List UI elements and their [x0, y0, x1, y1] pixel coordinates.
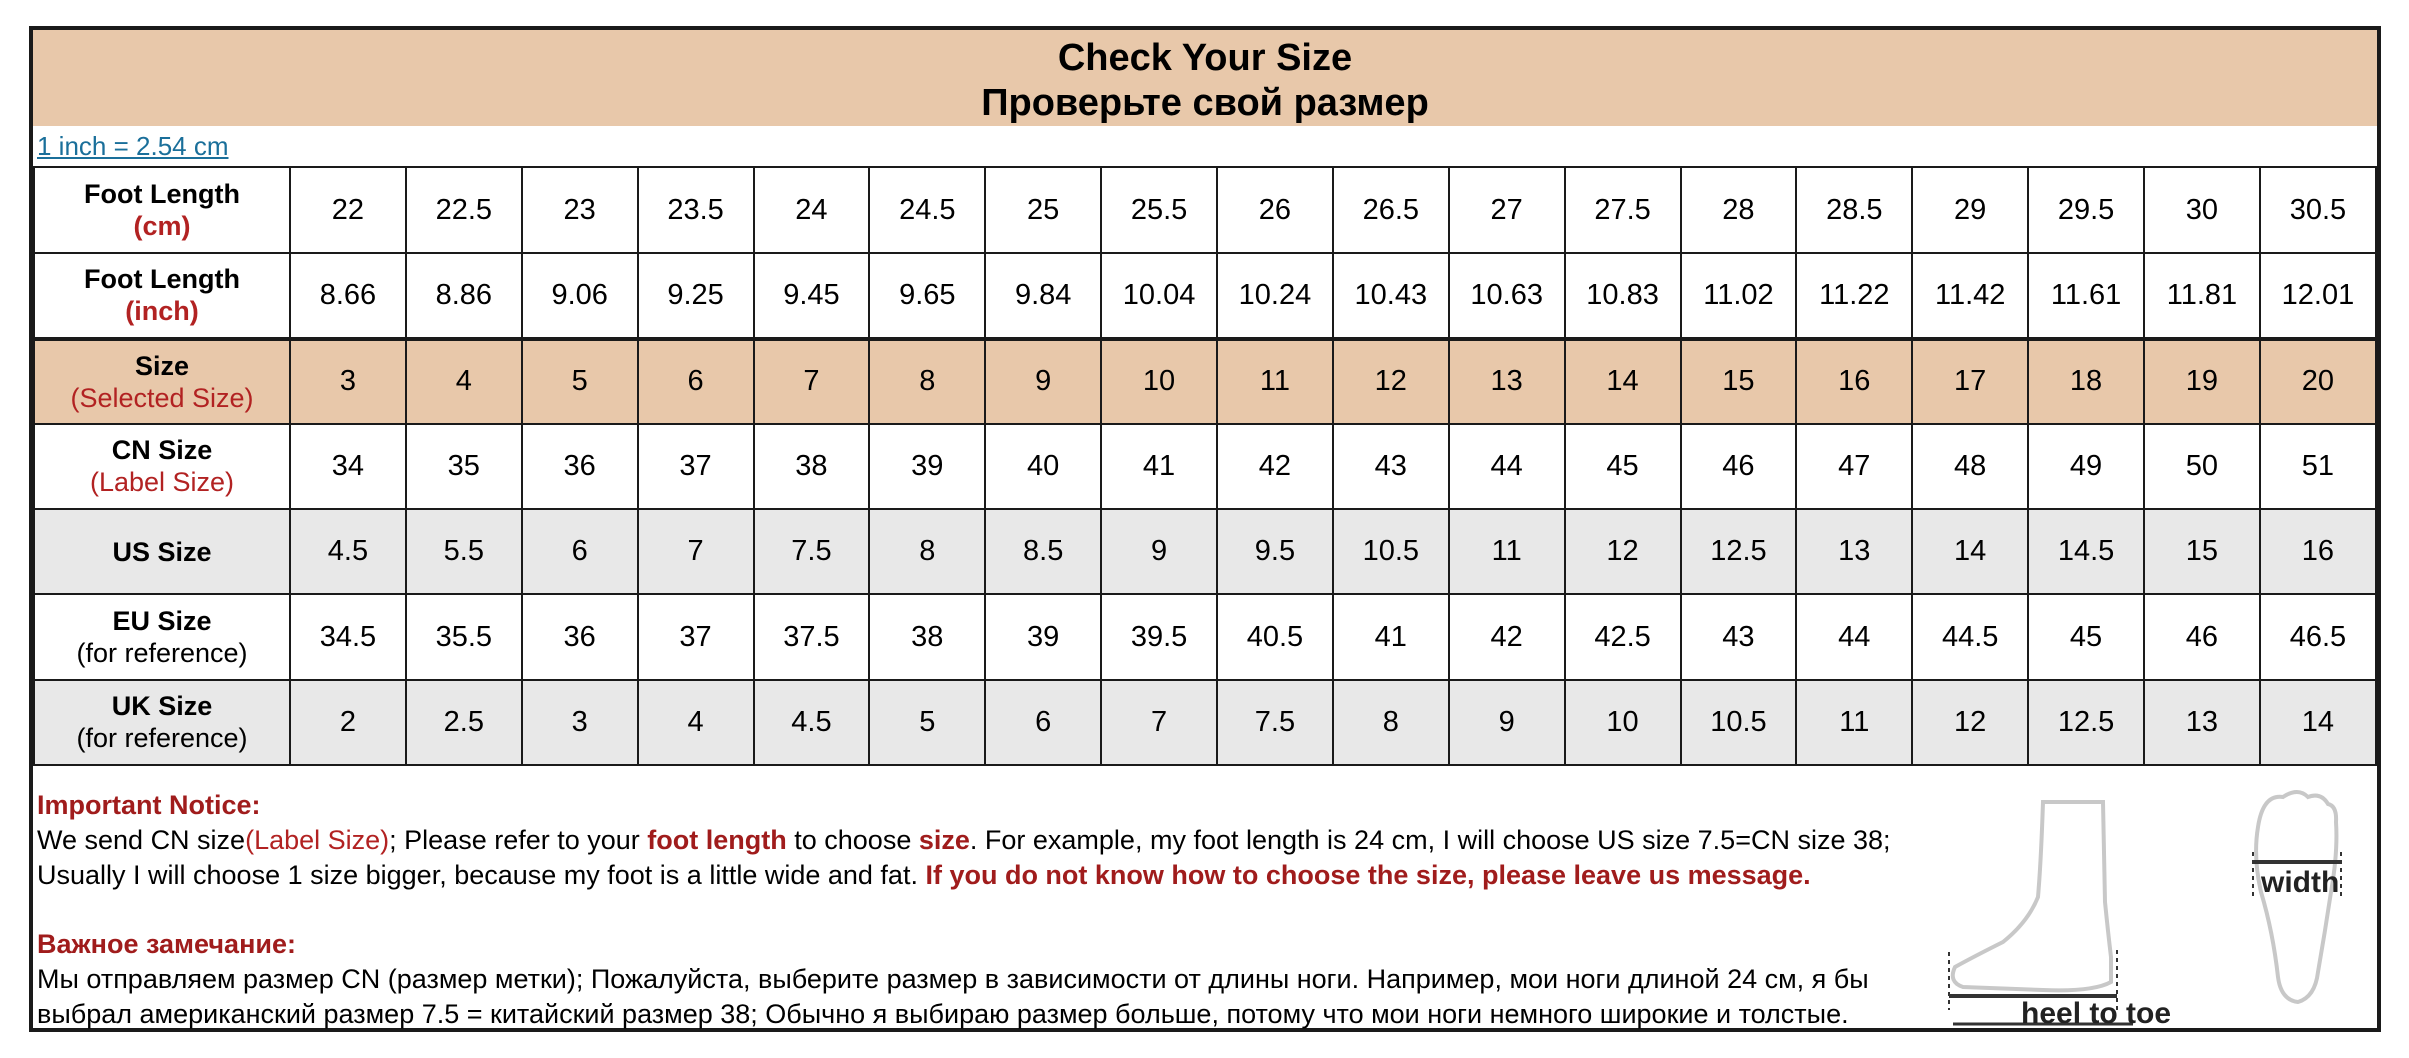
- table-cell: 13: [1796, 509, 1912, 594]
- foot-length-cm-row: [34, 167, 2376, 253]
- table-cell: 11.81: [2144, 253, 2260, 338]
- table-cell: 11: [1449, 509, 1565, 594]
- table-cell: 42: [1449, 594, 1565, 679]
- notice-en-label-size: (Label Size): [245, 825, 390, 855]
- table-cell: 10.43: [1333, 253, 1449, 338]
- table-cell: 12: [1912, 680, 2028, 765]
- table-cell: 9.06: [522, 253, 638, 338]
- table-cell: 11.42: [1912, 253, 2028, 338]
- row-sublabel: (for reference): [76, 723, 248, 754]
- table-cell: 3: [290, 339, 406, 424]
- size-table: [33, 166, 2377, 766]
- row-sublabel: (Label Size): [89, 467, 235, 498]
- notice-title-ru: Важное замечание:: [37, 929, 296, 959]
- table-cell: 5: [869, 680, 985, 765]
- table-cell: 37: [638, 594, 754, 679]
- table-cell: 30: [2144, 167, 2260, 253]
- table-cell: 40.5: [1217, 594, 1333, 679]
- title-russian: Проверьте свой размер: [981, 82, 1429, 124]
- row-label-text: US Size: [112, 536, 212, 567]
- notice-en-part: to choose: [786, 825, 919, 855]
- table-cell: 12.01: [2260, 253, 2376, 338]
- table-cell: 39: [869, 424, 985, 509]
- table-cell: 11.61: [2028, 253, 2144, 338]
- table-cell: 8.5: [985, 509, 1101, 594]
- table-cell: 12.5: [1681, 509, 1797, 594]
- table-cell: 27: [1449, 167, 1565, 253]
- table-cell: 38: [869, 594, 985, 679]
- table-cell: 9.5: [1217, 509, 1333, 594]
- table-cell: 24: [754, 167, 870, 253]
- size-chart: [29, 26, 2381, 1032]
- table-cell: 27.5: [1565, 167, 1681, 253]
- row-label: [34, 339, 290, 424]
- table-cell: 46.5: [2260, 594, 2376, 679]
- title-english: Check Your Size: [1057, 37, 1353, 79]
- table-cell: 11.22: [1796, 253, 1912, 338]
- table-cell: 10.04: [1101, 253, 1217, 338]
- notice-en-part: . For example, my foot length is 24 cm, I will choose US size 7.5=CN size 38; Usually I will choose 1 size bigger, because my foot is a little wide and fat.: [37, 825, 1891, 890]
- notice-section: [37, 788, 1937, 1032]
- table-cell: 4.5: [290, 509, 406, 594]
- table-cell: 10: [1101, 339, 1217, 424]
- table-cell: 7: [638, 509, 754, 594]
- table-cell: 43: [1681, 594, 1797, 679]
- table-cell: 44: [1796, 594, 1912, 679]
- table-cell: 10: [1565, 680, 1681, 765]
- us-size-row: [34, 509, 2376, 594]
- row-label-text: EU Size: [112, 606, 212, 637]
- table-cell: 34: [290, 424, 406, 509]
- table-cell: 44: [1449, 424, 1565, 509]
- table-cell: 5: [522, 339, 638, 424]
- table-cell: 50: [2144, 424, 2260, 509]
- table-cell: 4: [406, 339, 522, 424]
- table-cell: 29.5: [2028, 167, 2144, 253]
- table-cell: 34.5: [290, 594, 406, 679]
- row-sublabel: (inch): [125, 296, 199, 327]
- table-cell: 10.24: [1217, 253, 1333, 338]
- table-cell: 14: [1912, 509, 2028, 594]
- table-cell: 36: [522, 424, 638, 509]
- table-cell: 37.5: [754, 594, 870, 679]
- row-sublabel: (cm): [133, 211, 191, 242]
- table-cell: 35: [406, 424, 522, 509]
- table-cell: 23.5: [638, 167, 754, 253]
- table-cell: 28.5: [1796, 167, 1912, 253]
- table-cell: 26: [1217, 167, 1333, 253]
- table-cell: 13: [2144, 680, 2260, 765]
- table-cell: 30.5: [2260, 167, 2376, 253]
- table-cell: 9.84: [985, 253, 1101, 338]
- table-cell: 14.5: [2028, 509, 2144, 594]
- table-cell: 5.5: [406, 509, 522, 594]
- table-cell: 2: [290, 680, 406, 765]
- table-cell: 4.5: [754, 680, 870, 765]
- table-cell: 46: [1681, 424, 1797, 509]
- table-cell: 41: [1333, 594, 1449, 679]
- width-label: width: [2261, 866, 2340, 899]
- table-cell: 4: [638, 680, 754, 765]
- eu-size-row: [34, 594, 2376, 679]
- heel-to-toe-label: heel to toe: [2021, 997, 2172, 1030]
- table-cell: 40: [985, 424, 1101, 509]
- table-cell: 45: [1565, 424, 1681, 509]
- notice-en-size: size: [918, 825, 970, 855]
- table-cell: 2.5: [406, 680, 522, 765]
- table-cell: 23: [522, 167, 638, 253]
- table-cell: 9.45: [754, 253, 870, 338]
- table-cell: 22.5: [406, 167, 522, 253]
- table-cell: 25: [985, 167, 1101, 253]
- row-label: [34, 167, 290, 253]
- row-label-text: Size: [134, 350, 190, 381]
- row-label: [34, 509, 290, 594]
- row-sublabel: (for reference): [76, 638, 248, 669]
- notice-en-message: If you do not know how to choose the size, please leave us message.: [925, 860, 1811, 890]
- table-cell: 22: [290, 167, 406, 253]
- table-cell: 11.02: [1681, 253, 1797, 338]
- table-cell: 8: [869, 339, 985, 424]
- row-sublabel: (Selected Size): [70, 382, 254, 413]
- table-cell: 36: [522, 594, 638, 679]
- table-cell: 8: [1333, 680, 1449, 765]
- uk-size-row: [34, 680, 2376, 765]
- table-cell: 26.5: [1333, 167, 1449, 253]
- table-cell: 12: [1565, 509, 1681, 594]
- table-cell: 11: [1796, 680, 1912, 765]
- foot-length-inch-row: [34, 253, 2376, 338]
- table-cell: 20: [2260, 339, 2376, 424]
- table-cell: 38: [754, 424, 870, 509]
- table-cell: 11: [1217, 339, 1333, 424]
- notice-en-foot-length: foot length: [647, 825, 787, 855]
- row-label: [34, 253, 290, 338]
- table-cell: 9.65: [869, 253, 985, 338]
- row-label-text: CN Size: [111, 435, 213, 466]
- table-cell: 47: [1796, 424, 1912, 509]
- table-cell: 12.5: [2028, 680, 2144, 765]
- table-cell: 46: [2144, 594, 2260, 679]
- table-cell: 13: [1449, 339, 1565, 424]
- table-cell: 16: [2260, 509, 2376, 594]
- table-cell: 45: [2028, 594, 2144, 679]
- table-cell: 49: [2028, 424, 2144, 509]
- chart-header: [33, 30, 2377, 126]
- inch-cm-conversion: 1 inch = 2.54 cm: [37, 131, 229, 161]
- table-cell: 17: [1912, 339, 2028, 424]
- table-cell: 39.5: [1101, 594, 1217, 679]
- table-cell: 6: [522, 509, 638, 594]
- table-cell: 8.86: [406, 253, 522, 338]
- table-cell: 24.5: [869, 167, 985, 253]
- notice-en-part: We send CN size: [37, 825, 246, 855]
- notice-text-en: [37, 823, 1937, 893]
- row-label: [34, 424, 290, 509]
- table-cell: 10.63: [1449, 253, 1565, 338]
- table-cell: 6: [638, 339, 754, 424]
- table-cell: 7.5: [754, 509, 870, 594]
- table-cell: 7: [754, 339, 870, 424]
- table-cell: 7.5: [1217, 680, 1333, 765]
- foot-measure-illustration: [1943, 782, 2383, 1032]
- table-cell: 29: [1912, 167, 2028, 253]
- cn-size-row: [34, 424, 2376, 509]
- table-cell: 14: [1565, 339, 1681, 424]
- table-cell: 16: [1796, 339, 1912, 424]
- table-cell: 15: [2144, 509, 2260, 594]
- table-cell: 12: [1333, 339, 1449, 424]
- table-cell: 3: [522, 680, 638, 765]
- table-cell: 37: [638, 424, 754, 509]
- table-cell: 25.5: [1101, 167, 1217, 253]
- table-cell: 10.5: [1681, 680, 1797, 765]
- table-cell: 35.5: [406, 594, 522, 679]
- table-cell: 51: [2260, 424, 2376, 509]
- table-cell: 44.5: [1912, 594, 2028, 679]
- table-cell: 9: [985, 339, 1101, 424]
- table-cell: 8.66: [290, 253, 406, 338]
- table-cell: 39: [985, 594, 1101, 679]
- table-cell: 41: [1101, 424, 1217, 509]
- table-cell: 14: [2260, 680, 2376, 765]
- table-cell: 9.25: [638, 253, 754, 338]
- row-label-text: UK Size: [111, 691, 213, 722]
- table-cell: 9: [1449, 680, 1565, 765]
- table-cell: 48: [1912, 424, 2028, 509]
- table-cell: 9: [1101, 509, 1217, 594]
- table-cell: 10.5: [1333, 509, 1449, 594]
- table-cell: 42: [1217, 424, 1333, 509]
- notice-text-ru: Мы отправляем размер CN (размер метки); Пожалуйста, выберите размер в зависимости от длины ноги. Например, мои ноги длиной 24 см, я бы выбрал американский размер 7.5 = китайский размер 38; Обычно я выбираю размер больше, потому что мои ноги немного широкие и толстые.: [37, 964, 1869, 1029]
- table-cell: 7: [1101, 680, 1217, 765]
- table-cell: 6: [985, 680, 1101, 765]
- table-cell: 42.5: [1565, 594, 1681, 679]
- table-cell: 19: [2144, 339, 2260, 424]
- row-label: [34, 594, 290, 679]
- selected-size-row: [34, 339, 2376, 424]
- table-cell: 18: [2028, 339, 2144, 424]
- row-label: [34, 680, 290, 765]
- foot-drawing-icon: [1943, 782, 2383, 1032]
- row-label-text: Foot Length: [84, 179, 240, 210]
- table-cell: 43: [1333, 424, 1449, 509]
- notice-title-en: Important Notice:: [37, 790, 261, 820]
- table-cell: 8: [869, 509, 985, 594]
- table-cell: 15: [1681, 339, 1797, 424]
- table-cell: 28: [1681, 167, 1797, 253]
- table-cell: 10.83: [1565, 253, 1681, 338]
- row-label-text: Foot Length: [84, 264, 240, 295]
- notice-en-part: ; Please refer to your: [389, 825, 648, 855]
